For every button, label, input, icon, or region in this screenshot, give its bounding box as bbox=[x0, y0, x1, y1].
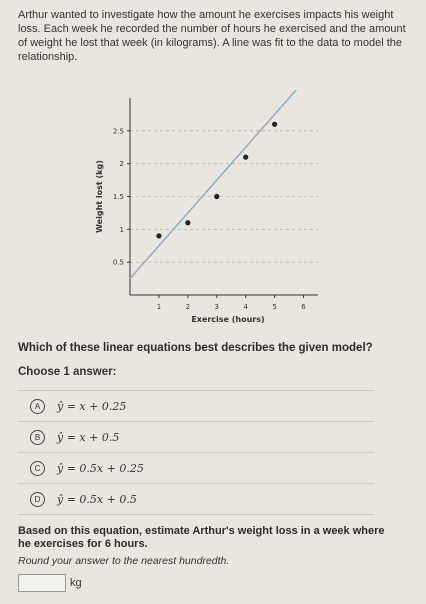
data-point bbox=[185, 220, 190, 225]
x-tick-label: 6 bbox=[301, 303, 306, 311]
choice-d-equation: ŷ = 0.5x + 0.5 bbox=[57, 492, 137, 506]
choice-b[interactable] bbox=[18, 422, 374, 453]
x-tick-label: 3 bbox=[214, 303, 220, 311]
y-tick-label: 0.5 bbox=[112, 258, 124, 267]
choose-label: Choose 1 answer: bbox=[18, 366, 117, 378]
choice-d[interactable] bbox=[18, 484, 374, 515]
scatter-chart bbox=[78, 90, 328, 330]
data-point bbox=[214, 194, 219, 199]
choice-a-letter-icon: A bbox=[30, 399, 45, 414]
data-point bbox=[156, 233, 161, 238]
y-axis-title: Weight lost (kg) bbox=[95, 160, 104, 233]
choice-d-letter-icon: D bbox=[30, 492, 45, 507]
choice-c[interactable] bbox=[18, 453, 374, 484]
x-tick-label: 4 bbox=[243, 303, 248, 311]
scatter-plot-svg bbox=[78, 90, 328, 330]
x-tick-label: 1 bbox=[156, 303, 162, 311]
answer-input[interactable] bbox=[18, 574, 66, 592]
fit-line bbox=[130, 90, 318, 279]
choice-c-equation: ŷ = 0.5x + 0.25 bbox=[57, 461, 144, 475]
y-tick-label: 1 bbox=[119, 225, 124, 234]
estimate-prompt: Based on this equation, estimate Arthur's weight loss in a week where he exercises for 6 hours. bbox=[18, 525, 385, 550]
unit-label: kg bbox=[70, 577, 82, 589]
y-tick-label: 2.5 bbox=[112, 127, 124, 136]
y-tick-label: 1.5 bbox=[112, 193, 124, 201]
choice-a[interactable] bbox=[18, 390, 374, 422]
data-point bbox=[272, 122, 277, 127]
data-point bbox=[243, 155, 248, 160]
y-tick-label: 2 bbox=[119, 160, 124, 169]
choice-b-equation: ŷ = x + 0.5 bbox=[57, 430, 120, 444]
question-text: Which of these linear equations best describes the given model? bbox=[18, 342, 373, 354]
problem-intro: Arthur wanted to investigate how the amount he exercises impacts his weight loss. Each week he recorded the number of hours he exercised and the amount of weight he lost that week (in kilograms). A line was fit to the data to model the relationship. bbox=[18, 9, 406, 63]
x-axis-title: Exercise (hours) bbox=[191, 315, 265, 324]
answer-choices bbox=[18, 390, 374, 515]
choice-a-equation: ŷ = x + 0.25 bbox=[57, 399, 127, 413]
x-tick-label: 2 bbox=[185, 303, 191, 311]
choice-b-letter-icon: B bbox=[30, 430, 45, 445]
choice-c-letter-icon: C bbox=[30, 461, 45, 476]
x-tick-label: 5 bbox=[272, 303, 277, 311]
answer-row bbox=[18, 574, 82, 592]
round-note: Round your answer to the nearest hundredth. bbox=[18, 555, 230, 567]
